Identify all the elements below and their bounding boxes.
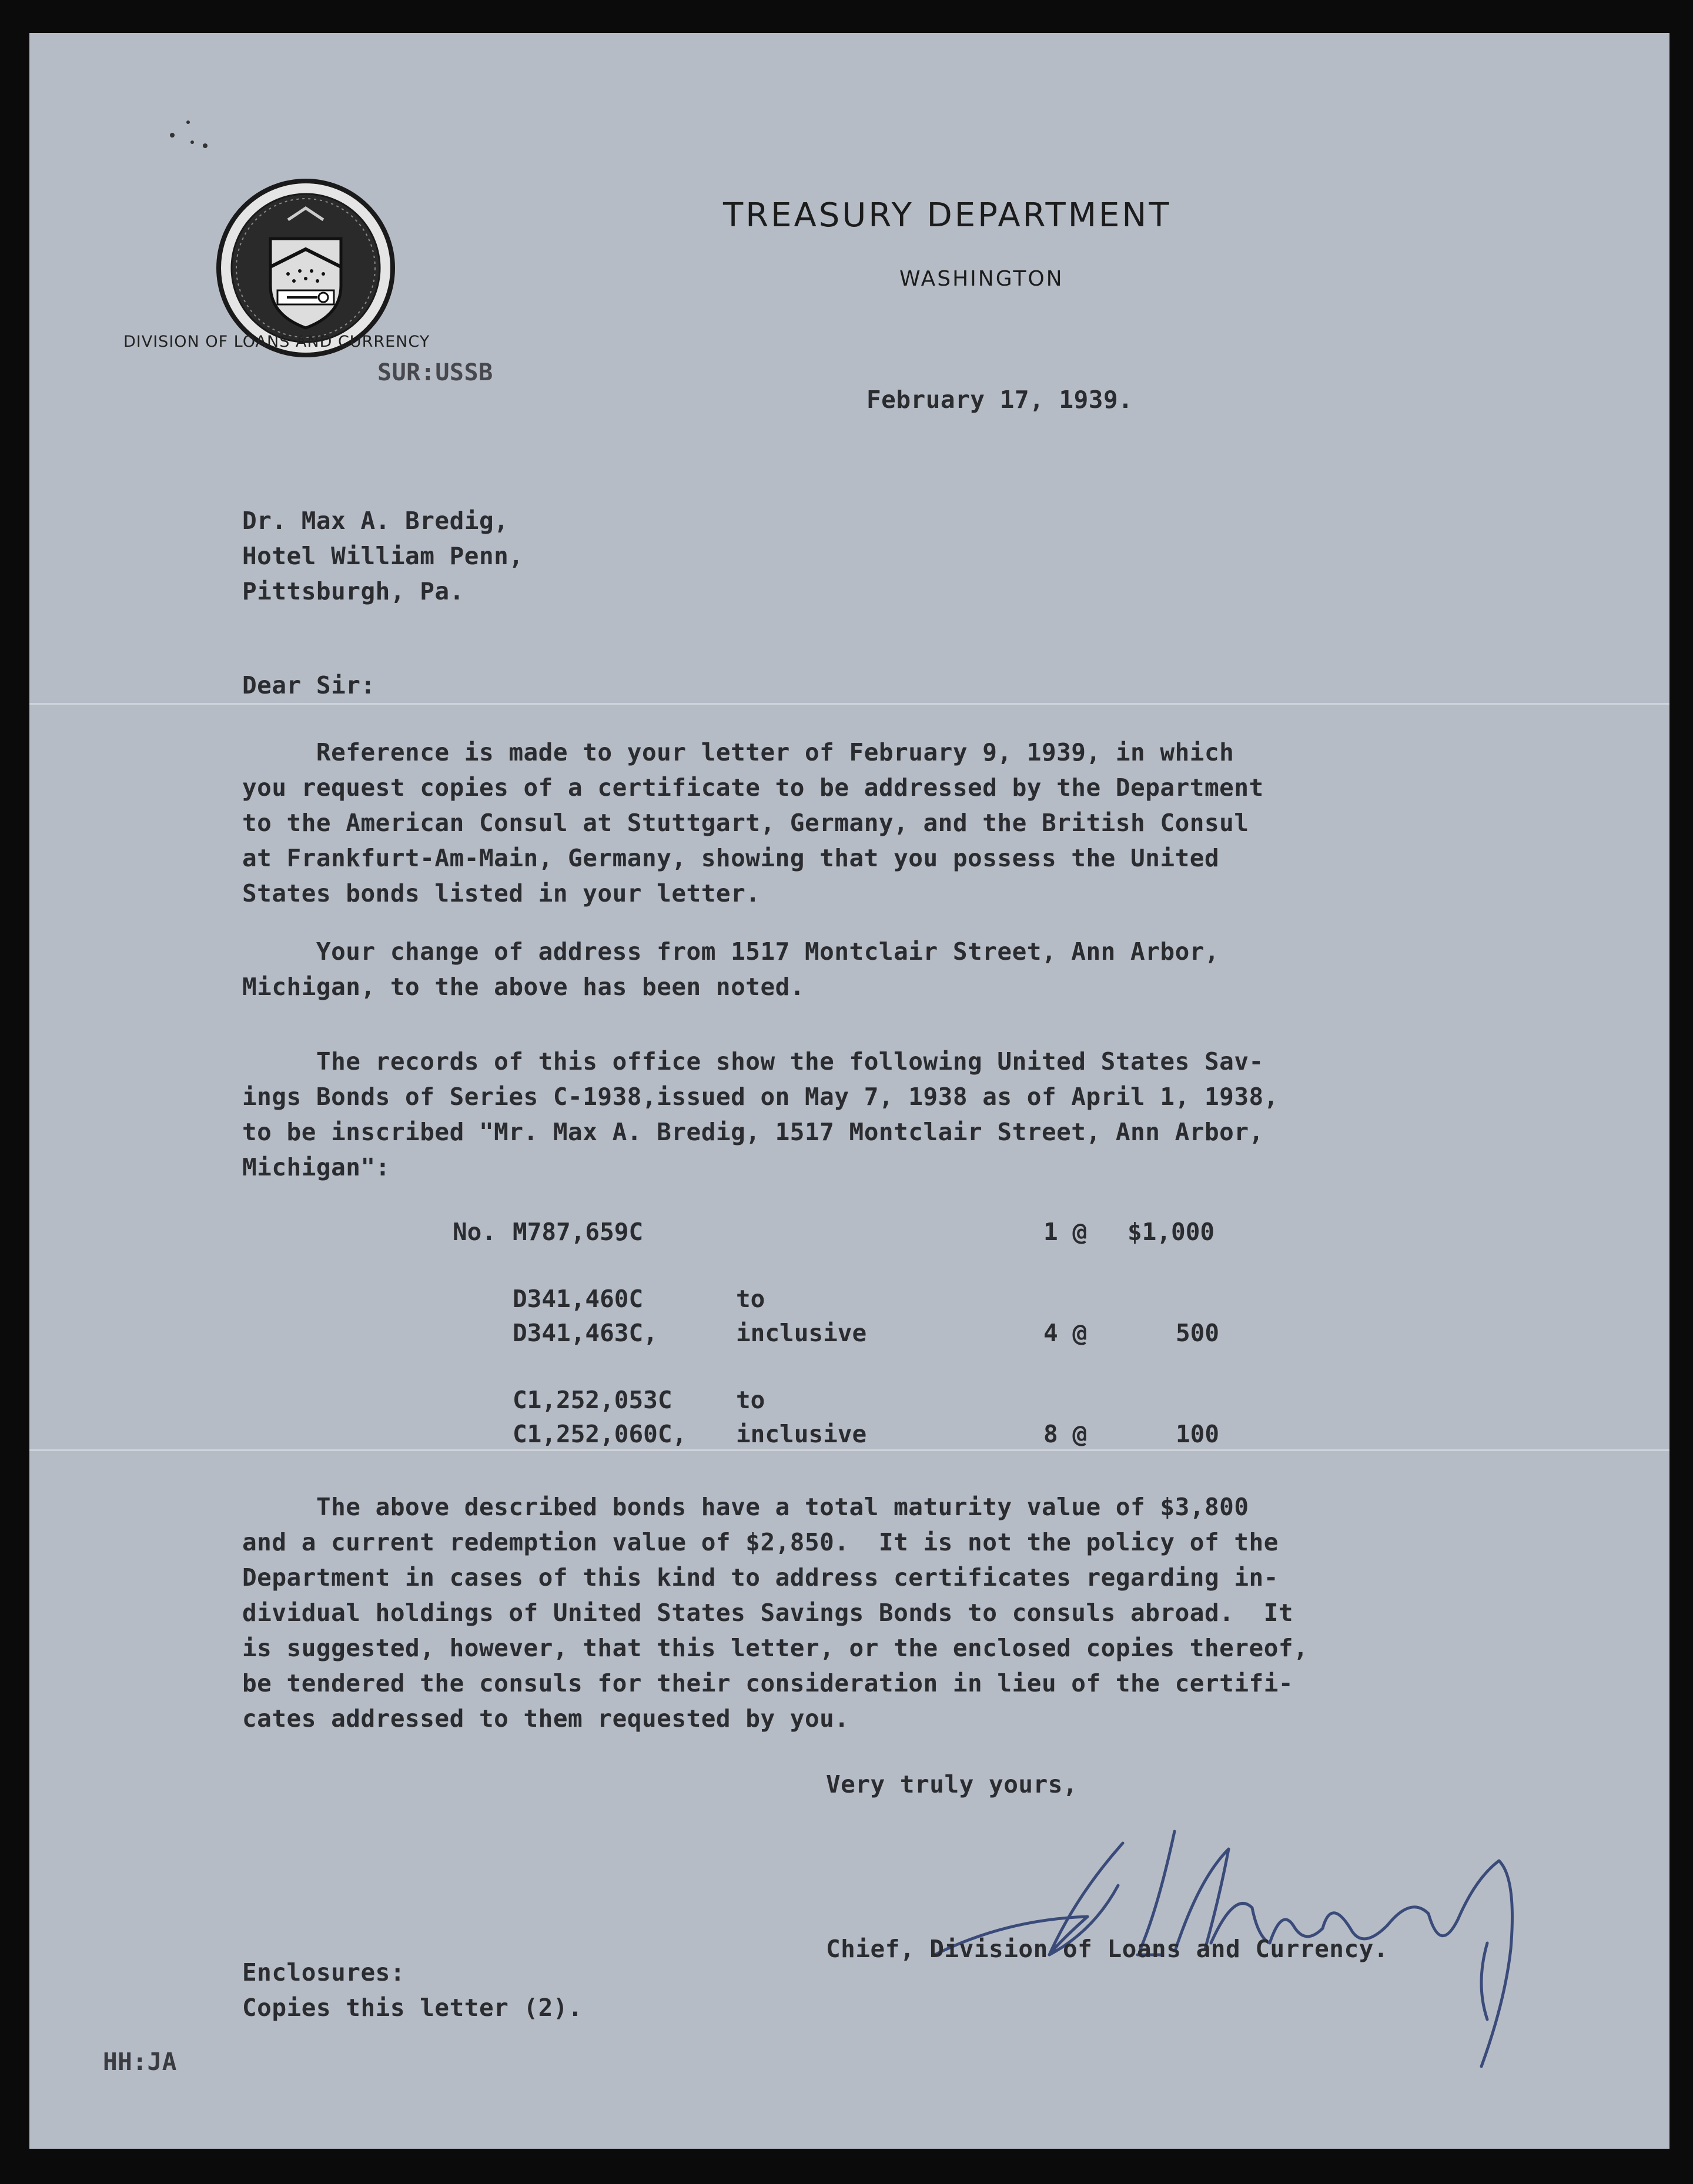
bond-quantity: 4 @ <box>1043 1319 1088 1347</box>
paragraph-reference <box>242 735 1264 911</box>
salutation: Dear Sir: <box>242 671 376 699</box>
enclosures-item: Copies this letter (2). <box>242 1994 583 2022</box>
text-line: cates addressed to them requested by you. <box>242 1704 849 1733</box>
fold-crease <box>29 703 1669 705</box>
signature-title: Chief, Division of Loans and Currency. <box>826 1935 1388 1963</box>
address-line: Pittsburgh, Pa. <box>242 577 464 605</box>
address-line: Hotel William Penn, <box>242 542 524 570</box>
text-line: to be inscribed "Mr. Max A. Bredig, 1517 Montclair Street, Ann Arbor, <box>242 1118 1264 1146</box>
bond-to: to <box>736 1386 765 1414</box>
bond-number: C1,252,053C <box>513 1386 672 1414</box>
paragraph-address-change <box>242 934 1219 1004</box>
text-line: The above described bonds have a total maturity value of $3,800 <box>242 1493 1249 1521</box>
division-name: DIVISION OF LOANS AND CURRENCY <box>123 333 430 351</box>
bond-quantity: 1 @ <box>1043 1218 1088 1246</box>
bond-number: D341,460C <box>513 1285 644 1313</box>
text-line: you request copies of a certificate to be addressed by the Department <box>242 773 1264 802</box>
text-line: is suggested, however, that this letter, or the enclosed copies thereof, <box>242 1634 1309 1662</box>
enclosures <box>242 1955 583 2025</box>
text-line: dividual holdings of United States Savings Bonds to consuls abroad. It <box>242 1599 1294 1627</box>
enclosures-label: Enclosures: <box>242 1958 406 1987</box>
reference-code: SUR:USSB <box>377 359 493 386</box>
text-line: The records of this office show the following United States Sav- <box>242 1047 1264 1076</box>
paragraph-policy <box>242 1489 1308 1736</box>
bond-prefix: No. <box>453 1218 497 1246</box>
ink-specks <box>162 115 215 156</box>
text-line: ings Bonds of Series C-1938,issued on May 7, 1938 as of April 1, 1938, <box>242 1083 1279 1111</box>
text-line: and a current redemption value of $2,850. It is not the policy of the <box>242 1528 1279 1556</box>
paragraph-records <box>242 1044 1279 1185</box>
bond-inclusive: inclusive <box>736 1319 867 1347</box>
text-line: be tendered the consuls for their consideration in lieu of the certifi- <box>242 1669 1294 1697</box>
bond-to: to <box>736 1285 765 1313</box>
bond-number-end: D341,463C, <box>513 1319 658 1347</box>
typist-initials: HH:JA <box>103 2048 177 2076</box>
text-line: to the American Consul at Stuttgart, Germany, and the British Consul <box>242 809 1249 837</box>
letter-sheet <box>29 33 1669 2149</box>
bond-quantity: 8 @ <box>1043 1420 1088 1448</box>
text-line: Michigan": <box>242 1153 390 1181</box>
letter-date: February 17, 1939. <box>866 386 1133 414</box>
address-line: Dr. Max A. Bredig, <box>242 507 509 535</box>
bond-number: M787,659C <box>513 1218 644 1246</box>
bond-number-end: C1,252,060C, <box>513 1420 687 1448</box>
bond-amount: $1,000 <box>1127 1218 1215 1246</box>
bond-inclusive: inclusive <box>736 1420 867 1448</box>
text-line: Michigan, to the above has been noted. <box>242 973 805 1001</box>
recipient-address <box>242 503 524 609</box>
bond-amount: 500 <box>1176 1319 1220 1347</box>
department-title: TREASURY DEPARTMENT <box>723 196 1172 235</box>
text-line: Department in cases of this kind to address certificates regarding in- <box>242 1563 1279 1592</box>
text-line: Your change of address from 1517 Montclair Street, Ann Arbor, <box>242 937 1220 966</box>
department-city: WASHINGTON <box>899 267 1064 291</box>
text-line: Reference is made to your letter of February 9, 1939, in which <box>242 738 1234 766</box>
closing: Very truly yours, <box>826 1770 1078 1798</box>
text-line: States bonds listed in your letter. <box>242 879 761 907</box>
text-line: at Frankfurt-Am-Main, Germany, showing that you possess the United <box>242 844 1220 872</box>
bond-amount: 100 <box>1176 1420 1220 1448</box>
